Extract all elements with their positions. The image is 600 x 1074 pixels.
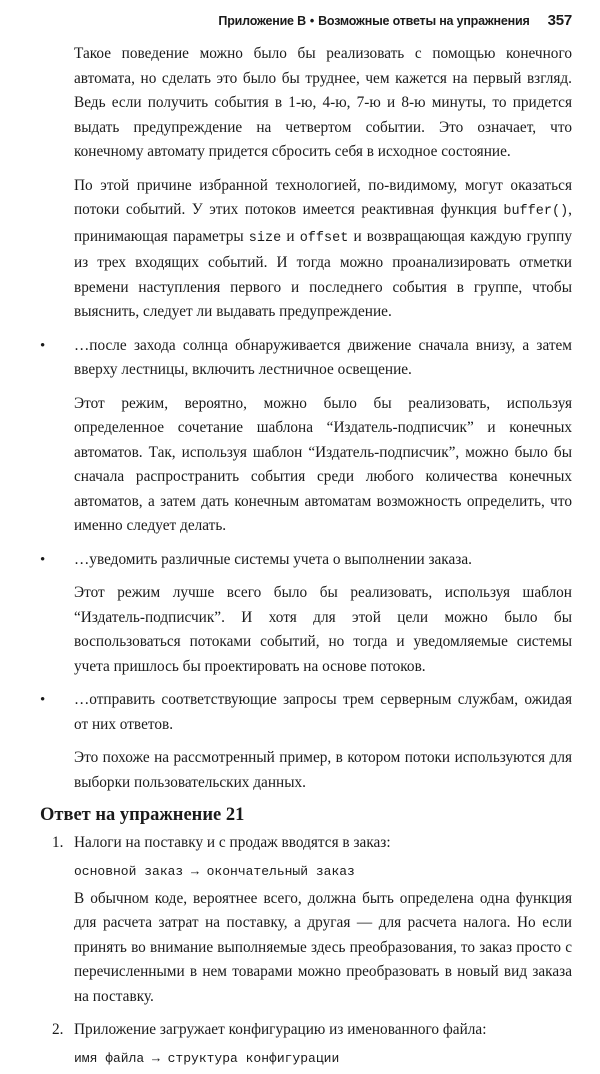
section-heading: Ответ на упражнение 21 — [40, 805, 245, 825]
bullet-explanation: Этот режим лучше всего было бы реализовать, используя шаблон “Издатель-подписчик”. И хотя для этой цели можно было бы воспользоваться потоками событий, но тогда и уведомляемые системы учета пришлось бы проектировать на основе потоков. — [74, 584, 572, 675]
paragraph-2-text-a: По этой причине избранной технологией, по-видимому, могут оказаться потоки событий. У этих потоков имеется реактивная функция — [74, 176, 572, 218]
header-separator: • — [309, 14, 315, 28]
item-explanation: В обычном коде, вероятнее всего, должна быть определена одна функция для расчета затрат на поставку, а другая — для расчета налога. Но если принять во внимание выполняемые здесь преобразования, то заказ просто с перечисленными в нем товарами можно преобразовать в новый вид заказа на поставку. — [74, 889, 572, 1005]
header-title: Возможные ответы на упражнения — [318, 14, 530, 28]
bullet-marker: • — [40, 337, 46, 354]
code-example: имя файла → структура конфигурации — [74, 1050, 340, 1066]
numbered-item — [40, 831, 572, 856]
paragraph-2-text-d: и возвращающая каждую группу из трех входящих событий. И тогда можно проанализировать отметки времени наступления первого и последнего события в группе, чтобы выяснить, следует ли выдавать предупреждение. — [74, 227, 572, 320]
code-offset: offset — [299, 230, 349, 246]
item-text: Приложение загружает конфигурацию из именованного файла: — [74, 1021, 487, 1038]
bullet-item — [40, 548, 572, 573]
bullet-item — [40, 688, 572, 737]
bullet-lead: …после захода солнца обнаруживается движение сначала внизу, а затем вверху лестницы, включить лестничное освещение. — [74, 336, 572, 378]
code-buffer: buffer() — [503, 204, 569, 219]
code-size: size — [248, 230, 282, 246]
bullet-explanation: Этот режим, вероятно, можно было бы реализовать, используя определенное сочетание шаблона “Издатель-подписчик” и конечных автоматов. Так, используя шаблон “Издатель-подписчик”, можно было бы сначала распространить события среди любого количества конечных автоматов, а затем дать конечным автоматам возможность определить, что именно следует делать. — [74, 394, 572, 534]
header-section: Приложение В — [218, 14, 306, 28]
paragraph-2-text-b: , принимающая параметры — [74, 201, 572, 245]
bullet-marker: • — [40, 692, 46, 708]
paragraph-2-text-c: и — [281, 227, 300, 245]
bullet-item — [40, 334, 572, 383]
page-body — [40, 42, 572, 1074]
code-example: основной заказ → окончательный заказ — [74, 863, 355, 879]
page-number: 357 — [547, 12, 572, 29]
numbered-item — [40, 1018, 572, 1043]
running-header — [40, 12, 572, 29]
bullet-marker: • — [40, 551, 46, 568]
item-number: 1. — [52, 834, 64, 851]
bullet-lead: …уведомить различные системы учета о выполнении заказа. — [74, 550, 472, 568]
paragraph-1: Такое поведение можно было бы реализовать с помощью конечного автомата, но сделать это было бы труднее, чем кажется на первый взгляд. Ведь если получить события в 1-ю, 4-ю, 7-ю и 8-ю минуты, то придется выдать предупреждение на четвертом событии. Это означает, что конечному автомату придется сбросить себя в исходное состояние. — [74, 45, 572, 160]
item-text: Налоги на поставку и с продаж вводятся в заказ: — [74, 834, 391, 851]
bullet-lead: …отправить соответствующие запросы трем серверным службам, ожидая от них ответов. — [74, 691, 572, 733]
bullet-explanation: Это похоже на рассмотренный пример, в котором потоки используются для выборки пользовательских данных. — [74, 749, 572, 791]
item-number: 2. — [52, 1021, 64, 1038]
paragraph-2 — [40, 174, 572, 325]
